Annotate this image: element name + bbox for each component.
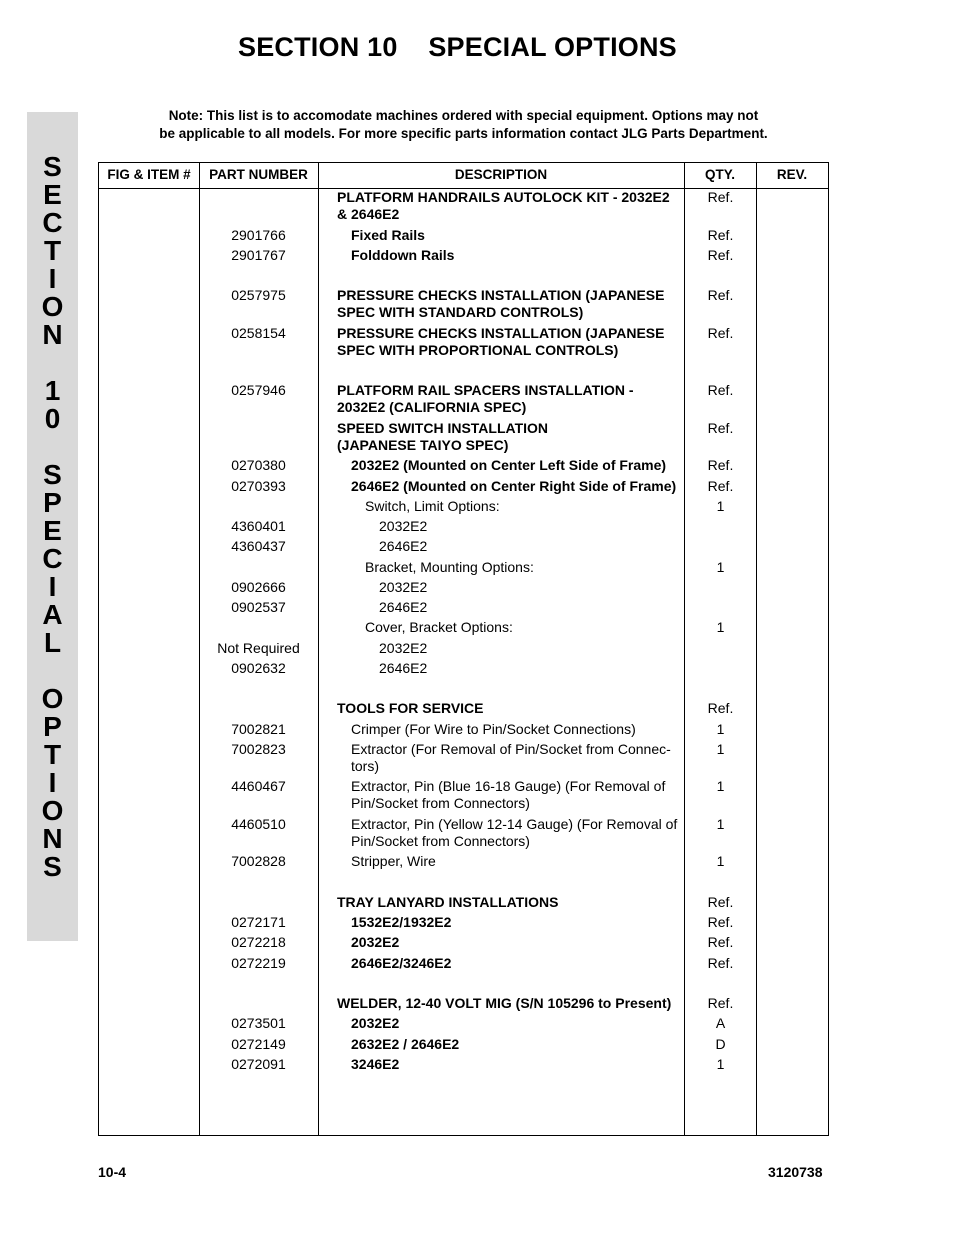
part-number-cell: 0272091 [231,1056,286,1072]
description-line: Switch, Limit Options: [365,498,500,514]
qty-cell: Ref. [707,478,734,494]
side-tab-letter: E [43,179,62,210]
parts-table [98,162,829,1136]
description-line: 2032E2 [379,518,428,534]
description-cell [365,559,705,576]
description-line: & 2646E2 [337,206,400,222]
qty-cell: D [715,1036,726,1052]
document-number: 3120738 [768,1164,823,1180]
description-line: Pin/Socket from Connectors) [351,795,530,811]
description-cell [351,914,691,931]
qty-cell: 1 [716,721,725,737]
qty-cell: Ref. [707,189,734,205]
qty-cell: Ref. [707,382,734,398]
header-fig-item: FIG & ITEM # [107,167,191,182]
qty-cell: Ref. [707,914,734,930]
column-divider [318,163,319,1135]
description-cell [351,741,691,775]
description-cell [351,227,691,244]
description-line: TOOLS FOR SERVICE [337,700,484,716]
description-cell [379,579,719,596]
header-rev: REV. [776,167,808,182]
qty-cell: Ref. [707,227,734,243]
qty-cell: 1 [716,853,725,869]
part-number-cell: 7002828 [231,853,286,869]
side-tab-letter: T [43,739,62,770]
qty-cell: A [715,1015,726,1031]
part-number-cell: 0272218 [231,934,286,950]
side-tab-letter: E [43,515,62,546]
part-number-cell: 0902666 [231,579,286,595]
part-number-cell: 0272171 [231,914,286,930]
side-tab-letter: P [43,711,62,742]
note-line-2: be applicable to all models. For more specific parts information contact JLG Parts Department. [159,126,768,141]
description-line: 3246E2 [351,1056,400,1072]
part-number-cell: 2901767 [231,247,286,263]
part-number-cell: 0902537 [231,599,286,615]
side-tab-letter: S [43,459,62,490]
description-cell [351,457,691,474]
qty-cell: 1 [716,619,725,635]
qty-cell: Ref. [707,995,734,1011]
description-line: Cover, Bracket Options: [365,619,513,635]
qty-cell: 1 [716,559,725,575]
description-line: 2032E2 [351,934,400,950]
description-cell [379,538,719,555]
side-tab-letter: O [41,291,64,322]
part-number-cell: 4460510 [231,816,286,832]
qty-cell: Ref. [707,457,734,473]
side-tab-letter: 0 [44,403,61,434]
side-tab-letter: I [48,767,57,798]
side-tab-letter: C [42,543,63,574]
description-cell [351,1036,691,1053]
description-line: (JAPANESE TAIYO SPEC) [337,437,509,453]
description-line: 1532E2/1932E2 [351,914,452,930]
description-line: Pin/Socket from Connectors) [351,833,530,849]
qty-cell: Ref. [707,287,734,303]
side-tab-letter: S [43,851,62,882]
description-cell [351,955,691,972]
description-cell [351,1056,691,1073]
page-title: SECTION 10 SPECIAL OPTIONS [238,32,677,62]
description-cell [337,995,677,1012]
side-tab-letter: C [42,207,63,238]
description-cell [337,325,677,359]
description-line: SPEC WITH PROPORTIONAL CONTROLS) [337,342,619,358]
side-tab-letter: L [43,627,62,658]
part-number-cell: 0270380 [231,457,286,473]
description-cell [379,640,719,657]
part-number-cell: 0272149 [231,1036,286,1052]
description-line: 2646E2 [379,660,428,676]
description-line: 2646E2 [379,599,428,615]
description-line: 2032E2 (CALIFORNIA SPEC) [337,399,527,415]
description-line: Extractor, Pin (Blue 16-18 Gauge) (For Removal of [351,778,666,794]
side-tab-letter: O [41,683,64,714]
description-line: 2646E2 [379,538,428,554]
description-cell [351,721,691,738]
description-line: Folddown Rails [351,247,455,263]
header-part-number: PART NUMBER [209,167,308,182]
description-cell [351,778,691,812]
description-cell [379,599,719,616]
part-number-cell: 0273501 [231,1015,286,1031]
qty-cell: 1 [716,741,725,757]
side-tab-letter: I [48,263,57,294]
part-number-cell: 0257946 [231,382,286,398]
description-line: WELDER, 12-40 VOLT MIG (S/N 105296 to Present) [337,995,672,1011]
qty-cell: Ref. [707,420,734,436]
qty-cell: Ref. [707,955,734,971]
qty-cell: 1 [716,498,725,514]
side-tab-letter: N [42,319,63,350]
description-line: 2032E2 [379,579,428,595]
side-tab-letter: T [43,235,62,266]
part-number-cell: 0270393 [231,478,286,494]
description-line: TRAY LANYARD INSTALLATIONS [337,894,559,910]
header-qty: QTY. [704,167,735,182]
section-side-tab [27,112,78,941]
description-cell [337,287,677,321]
column-divider [756,163,757,1135]
part-number-cell: 4460467 [231,778,286,794]
part-number-cell: 0258154 [231,325,286,341]
description-line: 2032E2 [379,640,428,656]
qty-cell: Ref. [707,934,734,950]
description-cell [337,420,677,454]
description-line: Extractor (For Removal of Pin/Socket from Connec- [351,741,671,757]
description-line: 2646E2/3246E2 [351,955,452,971]
description-line: 2632E2 / 2646E2 [351,1036,460,1052]
side-tab-letter: O [41,795,64,826]
description-cell [351,1015,691,1032]
side-tab-letter: P [43,487,62,518]
side-tab-letter: N [42,823,63,854]
qty-cell: Ref. [707,325,734,341]
description-line: SPEED SWITCH INSTALLATION [337,420,549,436]
description-line: Bracket, Mounting Options: [365,559,534,575]
description-cell [351,853,691,870]
description-line: PRESSURE CHECKS INSTALLATION (JAPANESE [337,287,665,303]
description-line: Fixed Rails [351,227,425,243]
part-number-cell: 7002821 [231,721,286,737]
description-line: PLATFORM RAIL SPACERS INSTALLATION - [337,382,634,398]
note-line-1: Note: This list is to accomodate machines ordered with special equipment. Options may not [168,108,759,123]
qty-cell: 1 [716,816,725,832]
qty-cell: 1 [716,1056,725,1072]
part-number-cell: 4360437 [231,538,286,554]
description-line: PLATFORM HANDRAILS AUTOLOCK KIT - 2032E2 [337,189,670,205]
qty-cell: Ref. [707,247,734,263]
part-number-cell: 4360401 [231,518,286,534]
description-cell [337,894,677,911]
description-line: Extractor, Pin (Yellow 12-14 Gauge) (For Removal of [351,816,678,832]
description-line: 2646E2 (Mounted on Center Right Side of Frame) [351,478,677,494]
side-tab-letter: S [43,151,62,182]
description-line: Crimper (For Wire to Pin/Socket Connections) [351,721,636,737]
page-number: 10-4 [98,1164,127,1180]
header-description: DESCRIPTION [454,167,548,182]
description-line: PRESSURE CHECKS INSTALLATION (JAPANESE [337,325,665,341]
description-line: tors) [351,758,379,774]
description-line: SPEC WITH STANDARD CONTROLS) [337,304,584,320]
description-cell [365,498,705,515]
description-line: Stripper, Wire [351,853,436,869]
description-cell [337,382,677,416]
qty-cell: 1 [716,778,725,794]
description-cell [351,816,691,850]
description-cell [351,247,691,264]
side-tab-letter: A [42,599,63,630]
part-number-cell: 7002823 [231,741,286,757]
description-cell [337,700,677,717]
side-tab-letter: I [48,571,57,602]
part-number-cell: 2901766 [231,227,286,243]
description-cell [337,189,677,223]
description-cell [351,478,691,495]
qty-cell: Ref. [707,700,734,716]
description-line: 2032E2 (Mounted on Center Left Side of Frame) [351,457,667,473]
description-cell [379,660,719,677]
part-number-cell: 0272219 [231,955,286,971]
description-cell [365,619,705,636]
note-text [98,107,829,143]
description-cell [379,518,719,535]
part-number-cell: 0902632 [231,660,286,676]
qty-cell: Ref. [707,894,734,910]
side-tab-letter: 1 [44,375,61,406]
description-line: 2032E2 [351,1015,400,1031]
part-number-cell: Not Required [217,640,300,656]
part-number-cell: 0257975 [231,287,286,303]
description-cell [351,934,691,951]
